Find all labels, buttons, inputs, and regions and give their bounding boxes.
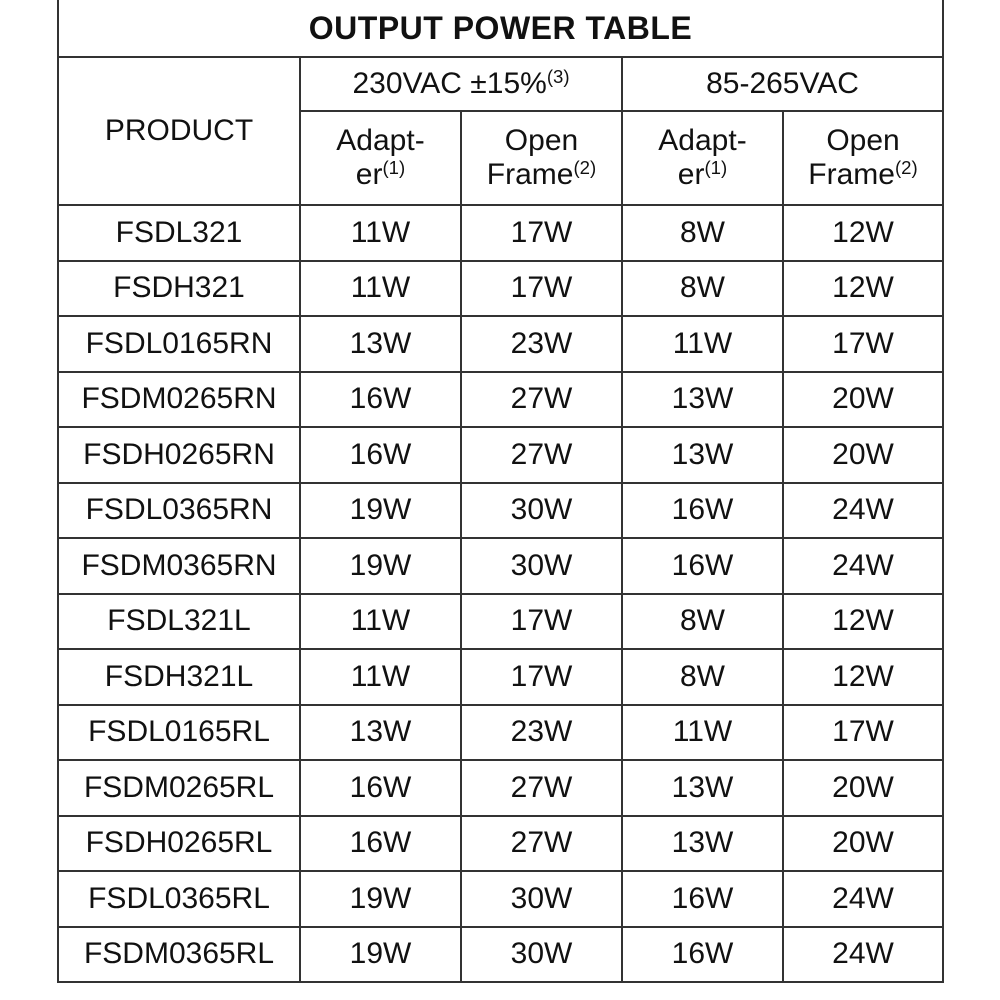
value-cell: 17W (783, 705, 943, 761)
table-row (58, 427, 943, 483)
value-cell: 16W (622, 483, 783, 539)
table-row (58, 538, 943, 594)
value-cell: 13W (622, 760, 783, 816)
footnote-mark: (2) (894, 156, 918, 178)
value-cell: 17W (783, 316, 943, 372)
value-cell: 17W (461, 649, 622, 705)
value-cell: 17W (461, 594, 622, 650)
table-row (58, 594, 943, 650)
output-power-table (57, 0, 944, 983)
table-row (58, 816, 943, 872)
product-cell: FSDM0265RN (58, 372, 300, 428)
value-cell: 19W (300, 871, 461, 927)
table-row (58, 483, 943, 539)
table-row (58, 760, 943, 816)
value-cell: 20W (783, 372, 943, 428)
value-cell: 23W (461, 705, 622, 761)
value-cell: 17W (461, 205, 622, 261)
sub-header-line: Frame (486, 158, 574, 191)
value-cell: 27W (461, 372, 622, 428)
table-row (58, 372, 943, 428)
value-cell: 11W (300, 261, 461, 317)
value-cell: 12W (783, 594, 943, 650)
value-cell: 11W (300, 649, 461, 705)
table-row (58, 649, 943, 705)
value-cell: 11W (622, 705, 783, 761)
value-cell: 24W (783, 927, 943, 983)
value-cell: 24W (783, 483, 943, 539)
value-cell: 13W (300, 705, 461, 761)
value-cell: 16W (300, 372, 461, 428)
sub-header-line: er (355, 158, 383, 191)
product-cell: FSDM0265RL (58, 760, 300, 816)
product-cell: FSDH0265RN (58, 427, 300, 483)
table-row (58, 871, 943, 927)
output-power-table-container (57, 0, 942, 983)
sub-header-line: Adapt- (336, 123, 425, 157)
table-row (58, 316, 943, 372)
value-cell: 8W (622, 261, 783, 317)
footnote-mark: (2) (573, 156, 597, 178)
footnote-mark: (1) (382, 156, 406, 178)
product-cell: FSDH321 (58, 261, 300, 317)
value-cell: 13W (622, 427, 783, 483)
value-cell: 23W (461, 316, 622, 372)
value-cell: 16W (300, 760, 461, 816)
value-cell: 20W (783, 427, 943, 483)
value-cell: 27W (461, 816, 622, 872)
table-title: OUTPUT POWER TABLE (58, 0, 943, 57)
value-cell: 27W (461, 760, 622, 816)
value-cell: 24W (783, 871, 943, 927)
sub-header-adapter-230 (300, 111, 461, 205)
table-row (58, 705, 943, 761)
value-cell: 11W (622, 316, 783, 372)
value-cell: 19W (300, 483, 461, 539)
product-cell: FSDH0265RL (58, 816, 300, 872)
value-cell: 12W (783, 261, 943, 317)
voltage-group-header-85-265vac (622, 57, 943, 111)
value-cell: 16W (622, 871, 783, 927)
value-cell: 17W (461, 261, 622, 317)
value-cell: 12W (783, 649, 943, 705)
product-cell: FSDM0365RN (58, 538, 300, 594)
value-cell: 30W (461, 483, 622, 539)
product-column-header: PRODUCT (58, 57, 300, 205)
table-row (58, 205, 943, 261)
value-cell: 30W (461, 871, 622, 927)
value-cell: 8W (622, 594, 783, 650)
value-cell: 11W (300, 594, 461, 650)
value-cell: 24W (783, 538, 943, 594)
product-cell: FSDL0165RN (58, 316, 300, 372)
product-cell: FSDL0365RL (58, 871, 300, 927)
value-cell: 27W (461, 427, 622, 483)
product-cell: FSDL321L (58, 594, 300, 650)
value-cell: 16W (300, 816, 461, 872)
value-cell: 16W (622, 927, 783, 983)
value-cell: 30W (461, 927, 622, 983)
value-cell: 12W (783, 205, 943, 261)
value-cell: 8W (622, 649, 783, 705)
product-cell: FSDH321L (58, 649, 300, 705)
value-cell: 13W (622, 816, 783, 872)
sub-header-line: er (677, 158, 705, 191)
value-cell: 16W (622, 538, 783, 594)
value-cell: 8W (622, 205, 783, 261)
sub-header-adapter-85-265 (622, 111, 783, 205)
value-cell: 13W (622, 372, 783, 428)
sub-header-line: Open (504, 123, 579, 157)
value-cell: 19W (300, 538, 461, 594)
sub-header-open-frame-230 (461, 111, 622, 205)
sub-header-line: Adapt- (658, 123, 747, 157)
value-cell: 20W (783, 816, 943, 872)
product-cell: FSDL0365RN (58, 483, 300, 539)
product-cell: FSDM0365RL (58, 927, 300, 983)
voltage-group-label: 85-265VAC (706, 66, 859, 100)
footnote-mark: (1) (704, 156, 728, 178)
sub-header-line: Open (826, 123, 900, 157)
value-cell: 30W (461, 538, 622, 594)
voltage-group-label: 230VAC ±15% (352, 66, 547, 100)
table-row (58, 927, 943, 983)
sub-header-line: Frame (808, 158, 895, 191)
footnote-mark: (3) (546, 65, 570, 87)
sub-header-open-frame-85-265 (783, 111, 943, 205)
value-cell: 13W (300, 316, 461, 372)
voltage-group-header-230vac (300, 57, 622, 111)
product-cell: FSDL321 (58, 205, 300, 261)
product-cell: FSDL0165RL (58, 705, 300, 761)
value-cell: 20W (783, 760, 943, 816)
value-cell: 11W (300, 205, 461, 261)
value-cell: 16W (300, 427, 461, 483)
value-cell: 19W (300, 927, 461, 983)
table-row (58, 261, 943, 317)
